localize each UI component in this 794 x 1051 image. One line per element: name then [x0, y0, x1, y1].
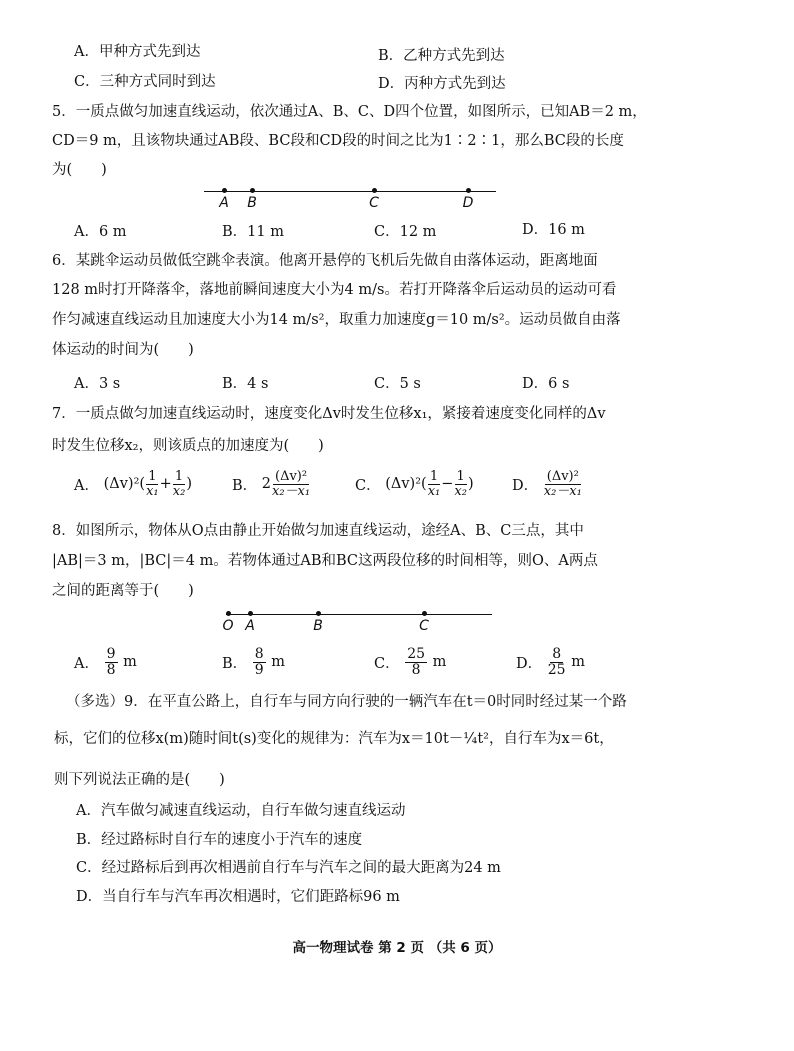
q7-option-c: C． (Δv)² ( $\frac{1}{\text{x₁}}$ − $\frac{1}{\text{x₂}}$ ): [355, 469, 474, 499]
q5-option-c: C．12 m: [374, 224, 437, 240]
q4-option-a: A．甲种方式先到达: [74, 44, 201, 60]
q5-label-c: C: [369, 195, 379, 211]
q7-option-b: B． 2 $\frac{\text{(Δv)²}}{\text{x₂－x₁}}$: [232, 469, 311, 499]
q6-option-d: D．6 s: [522, 376, 570, 392]
q6-line-2: 128 m时打开降落伞，落地前瞬间速度大小为4 m/s。若打开降落伞后运动员的运动可看: [52, 282, 617, 298]
q6-option-b: B．4 s: [222, 376, 269, 392]
q5-line-2: CD＝9 m，且该物块通过AB段、BC段和CD段的时间之比为1∶2∶1，那么BC段的长度: [52, 133, 624, 149]
q8-option-c: C． $\frac{25}{8}$ m: [374, 646, 447, 678]
q5-label-d: D: [462, 195, 474, 211]
q8-label-a: A: [245, 618, 255, 634]
q5-point-a: [222, 188, 227, 193]
q8-label-o: O: [222, 618, 234, 634]
q8-number-line: [222, 612, 492, 634]
q9-line-3: 则下列说法正确的是( ): [54, 772, 225, 788]
q8-option-b: B． $\frac{8}{9}$ m: [222, 646, 286, 678]
q6-line-4: 体运动的时间为( ): [52, 342, 194, 358]
q4-option-d: D．丙种方式先到达: [378, 76, 506, 92]
q8-point-a: [248, 611, 253, 616]
q8-line-3: 之间的距离等于( ): [52, 583, 194, 599]
q8-label-b: B: [313, 618, 323, 634]
q5-line-1: 5．一质点做匀加速直线运动，依次通过A、B、C、D四个位置，如图所示，已知AB＝2 m，: [52, 104, 647, 120]
q5-option-b: B．11 m: [222, 224, 284, 240]
q7-option-a: A． (Δv)² ( $\frac{1}{\text{x₁}}$ + $\frac{1}{\text{x₂}}$ ): [74, 469, 192, 499]
q4-option-c: C．三种方式同时到达: [74, 74, 216, 90]
q8-point-b: [316, 611, 321, 616]
q6-option-c: C．5 s: [374, 376, 421, 392]
q5-label-a: A: [219, 195, 229, 211]
q7-line-2: 时发生位移x₂，则该质点的加速度为( ): [52, 438, 324, 454]
q8-option-d: D． $\frac{8}{25}$ m: [516, 646, 585, 678]
q5-point-d: [466, 188, 471, 193]
q8-option-a: A． $\frac{9}{8}$ m: [74, 646, 137, 678]
q5-line-3: 为( ): [52, 162, 107, 178]
q6-option-a: A．3 s: [74, 376, 121, 392]
q8-point-c: [422, 611, 427, 616]
q9-line-2: 标，它们的位移x(m)随时间t(s)变化的规律为：汽车为x＝10t－¼t²，自行车为x＝6t，: [54, 731, 614, 747]
q9-option-a: A．汽车做匀减速直线运动，自行车做匀速直线运动: [76, 803, 406, 819]
q9-option-b: B．经过路标时自行车的速度小于汽车的速度: [76, 832, 363, 848]
q8-point-o: [226, 611, 231, 616]
q6-line-1: 6．某跳伞运动员做低空跳伞表演。他离开悬停的飞机后先做自由落体运动，距离地面: [52, 253, 598, 269]
q8-axis: [226, 614, 492, 615]
q5-point-c: [372, 188, 377, 193]
q5-option-d: D．16 m: [522, 222, 585, 238]
q8-line-1: 8．如图所示，物体从O点由静止开始做匀加速直线运动，途经A、B、C三点，其中: [52, 523, 584, 539]
q9-option-d: D．当自行车与汽车再次相遇时，它们距路标96 m: [76, 889, 400, 905]
q8-label-c: C: [419, 618, 429, 634]
page-footer: 高一物理试卷 第 2 页 （共 6 页）: [292, 940, 502, 956]
q5-label-b: B: [247, 195, 257, 211]
q5-axis: [204, 191, 496, 192]
q8-line-2: |AB|＝3 m，|BC|＝4 m。若物体通过AB和BC这两段位移的时间相等，则O、A两点: [52, 553, 598, 569]
q7-option-d: D． $\frac{\text{(Δv)²}}{\text{x₂－x₁}}$: [512, 469, 582, 499]
q5-option-a: A．6 m: [74, 224, 127, 240]
q5-number-line: [204, 189, 496, 211]
q9-line-1: （多选）9．在平直公路上，自行车与同方向行驶的一辆汽车在t＝0时同时经过某一个路: [66, 694, 627, 710]
q7-line-1: 7．一质点做匀加速直线运动时，速度变化Δv时发生位移x₁，紧接着速度变化同样的Δv: [52, 406, 606, 422]
q9-option-c: C．经过路标后到再次相遇前自行车与汽车之间的最大距离为24 m: [76, 860, 501, 876]
q4-option-b: B．乙种方式先到达: [378, 48, 505, 64]
q6-line-3: 作匀减速直线运动且加速度大小为14 m/s²，取重力加速度g＝10 m/s²。运动员做自由落: [52, 312, 621, 328]
q5-point-b: [250, 188, 255, 193]
